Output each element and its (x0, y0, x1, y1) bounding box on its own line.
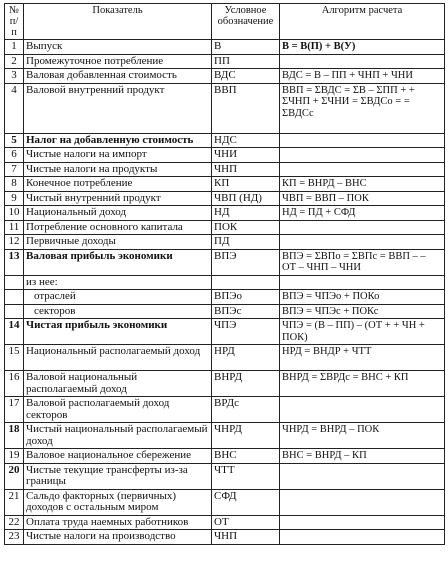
row-num: 1 (5, 40, 24, 55)
row-num: 12 (5, 235, 24, 250)
row-algorithm: В = В(П) + В(У) (280, 40, 445, 55)
row-algorithm: НД = ПД + СФД (280, 206, 445, 221)
row-symbol: НД (212, 206, 280, 221)
row-algorithm: ВВП = ΣВДС = ΣВ – ΣПП + + ΣЧНП + ΣЧНИ = ΣВДСо = = ΣВДСс (280, 83, 445, 133)
row-algorithm: ВДС = В – ПП + ЧНП + ЧНИ (280, 69, 445, 84)
header-indicator: Показатель (24, 4, 212, 40)
row-symbol: ВДС (212, 69, 280, 84)
table-row (5, 162, 445, 177)
row-algorithm: ВПЭ = ЧПЭо + ПОКо (280, 290, 445, 305)
row-num: 5 (5, 133, 24, 148)
table-row (5, 148, 445, 163)
row-symbol: ОТ (212, 515, 280, 530)
row-symbol: ЧНИ (212, 148, 280, 163)
table-row (5, 449, 445, 464)
table-row (5, 40, 445, 55)
row-algorithm (280, 275, 445, 290)
table-row (5, 206, 445, 221)
row-num: 14 (5, 319, 24, 345)
row-num: 21 (5, 489, 24, 515)
row-algorithm (280, 220, 445, 235)
header-num: № п/п (5, 4, 24, 40)
table-row (5, 275, 445, 290)
row-indicator: Выпуск (24, 40, 212, 55)
table-row (5, 489, 445, 515)
row-num: 23 (5, 530, 24, 545)
row-indicator: секторов (24, 304, 212, 319)
row-symbol: ЧВП (НД) (212, 191, 280, 206)
table-row (5, 423, 445, 449)
table-row (5, 235, 445, 250)
row-algorithm: ЧПЭ = (В – ПП) – (ОТ + + ЧН + ПОК) (280, 319, 445, 345)
row-algorithm: ВНС = ВНРД – КП (280, 449, 445, 464)
table-row (5, 530, 445, 545)
row-algorithm: НРД = ВНДР + ЧТТ (280, 345, 445, 371)
row-symbol: СФД (212, 489, 280, 515)
row-symbol: КП (212, 177, 280, 192)
header-symbol: Условное обозначение (212, 4, 280, 40)
row-indicator: Чистый внутренний продукт (24, 191, 212, 206)
row-symbol: ВВП (212, 83, 280, 133)
table-row (5, 83, 445, 133)
indicators-table (4, 3, 445, 545)
table-row (5, 304, 445, 319)
row-num: 20 (5, 463, 24, 489)
row-algorithm (280, 530, 445, 545)
row-indicator: Налог на добавленную стоимость (24, 133, 212, 148)
row-indicator: Первичные доходы (24, 235, 212, 250)
row-symbol: ПП (212, 54, 280, 69)
table-row (5, 220, 445, 235)
table-row (5, 177, 445, 192)
row-indicator: Валовая прибыль экономики (24, 249, 212, 275)
row-num (5, 275, 24, 290)
row-algorithm (280, 489, 445, 515)
row-algorithm: ЧВП = ВВП – ПОК (280, 191, 445, 206)
row-algorithm (280, 162, 445, 177)
row-num: 10 (5, 206, 24, 221)
row-symbol: ВНС (212, 449, 280, 464)
table-row (5, 345, 445, 371)
row-num: 18 (5, 423, 24, 449)
row-algorithm (280, 515, 445, 530)
row-algorithm (280, 235, 445, 250)
row-indicator: Потребление основного капитала (24, 220, 212, 235)
row-indicator: Чистый национальный располагаемый доход (24, 423, 212, 449)
row-num (5, 290, 24, 305)
table-row (5, 463, 445, 489)
row-symbol: НРД (212, 345, 280, 371)
row-indicator: Валовое национальное сбережение (24, 449, 212, 464)
row-algorithm (280, 397, 445, 423)
row-num: 16 (5, 371, 24, 397)
row-symbol: В (212, 40, 280, 55)
row-num: 4 (5, 83, 24, 133)
row-symbol (212, 275, 280, 290)
table-row (5, 249, 445, 275)
row-algorithm (280, 54, 445, 69)
row-num: 3 (5, 69, 24, 84)
row-algorithm: ЧНРД = ВНРД – ПОК (280, 423, 445, 449)
row-indicator: Валовой располагаемый доход секторов (24, 397, 212, 423)
table-row (5, 515, 445, 530)
row-algorithm: ВНРД = ΣВРДс = ВНС + КП (280, 371, 445, 397)
table-row (5, 290, 445, 305)
row-indicator: Валовая добавленная стоимость (24, 69, 212, 84)
row-indicator: Сальдо факторных (первичных) доходов с остальным миром (24, 489, 212, 515)
row-num: 7 (5, 162, 24, 177)
row-indicator: Валовой национальный располагаемый доход (24, 371, 212, 397)
row-algorithm (280, 133, 445, 148)
table-row (5, 371, 445, 397)
row-indicator: Чистые текущие трансферты из-за границы (24, 463, 212, 489)
row-symbol: ЧПЭ (212, 319, 280, 345)
row-num: 9 (5, 191, 24, 206)
row-indicator: Валовой внутренний продукт (24, 83, 212, 133)
row-indicator: Чистая прибыль экономики (24, 319, 212, 345)
row-algorithm: КП = ВНРД – ВНС (280, 177, 445, 192)
row-indicator: Промежуточное потребление (24, 54, 212, 69)
row-indicator: Национальный располагаемый доход (24, 345, 212, 371)
row-symbol: ЧТТ (212, 463, 280, 489)
table-row (5, 191, 445, 206)
row-num: 15 (5, 345, 24, 371)
row-num: 6 (5, 148, 24, 163)
row-indicator: Оплата труда наемных работников (24, 515, 212, 530)
row-symbol: ВПЭс (212, 304, 280, 319)
row-indicator: Национальный доход (24, 206, 212, 221)
row-algorithm: ВПЭ = ΣВПо = ΣВПс = ВВП – – ОТ – ЧНП – ЧНИ (280, 249, 445, 275)
row-symbol: ЧНП (212, 162, 280, 177)
row-indicator: Конечное потребление (24, 177, 212, 192)
row-indicator: Чистые налоги на производство (24, 530, 212, 545)
row-num (5, 304, 24, 319)
table-header-row (5, 4, 445, 40)
row-symbol: ЧНРД (212, 423, 280, 449)
table-row (5, 397, 445, 423)
row-num: 22 (5, 515, 24, 530)
row-num: 13 (5, 249, 24, 275)
row-indicator: Чистые налоги на импорт (24, 148, 212, 163)
row-symbol: ВРДс (212, 397, 280, 423)
row-indicator: Чистые налоги на продукты (24, 162, 212, 177)
table-row (5, 319, 445, 345)
row-symbol: ПОК (212, 220, 280, 235)
row-symbol: НДС (212, 133, 280, 148)
table-row (5, 54, 445, 69)
row-num: 11 (5, 220, 24, 235)
row-num: 2 (5, 54, 24, 69)
row-symbol: ПД (212, 235, 280, 250)
row-symbol: ВПЭо (212, 290, 280, 305)
row-indicator: из нее: (24, 275, 212, 290)
row-num: 8 (5, 177, 24, 192)
row-algorithm: ВПЭ = ЧПЭс + ПОКс (280, 304, 445, 319)
row-symbol: ВПЭ (212, 249, 280, 275)
row-num: 17 (5, 397, 24, 423)
table-row (5, 69, 445, 84)
row-symbol: ВНРД (212, 371, 280, 397)
row-num: 19 (5, 449, 24, 464)
table-row (5, 133, 445, 148)
row-algorithm (280, 463, 445, 489)
row-indicator: отраслей (24, 290, 212, 305)
header-algorithm: Алгоритм расчета (280, 4, 445, 40)
row-symbol: ЧНП (212, 530, 280, 545)
row-algorithm (280, 148, 445, 163)
